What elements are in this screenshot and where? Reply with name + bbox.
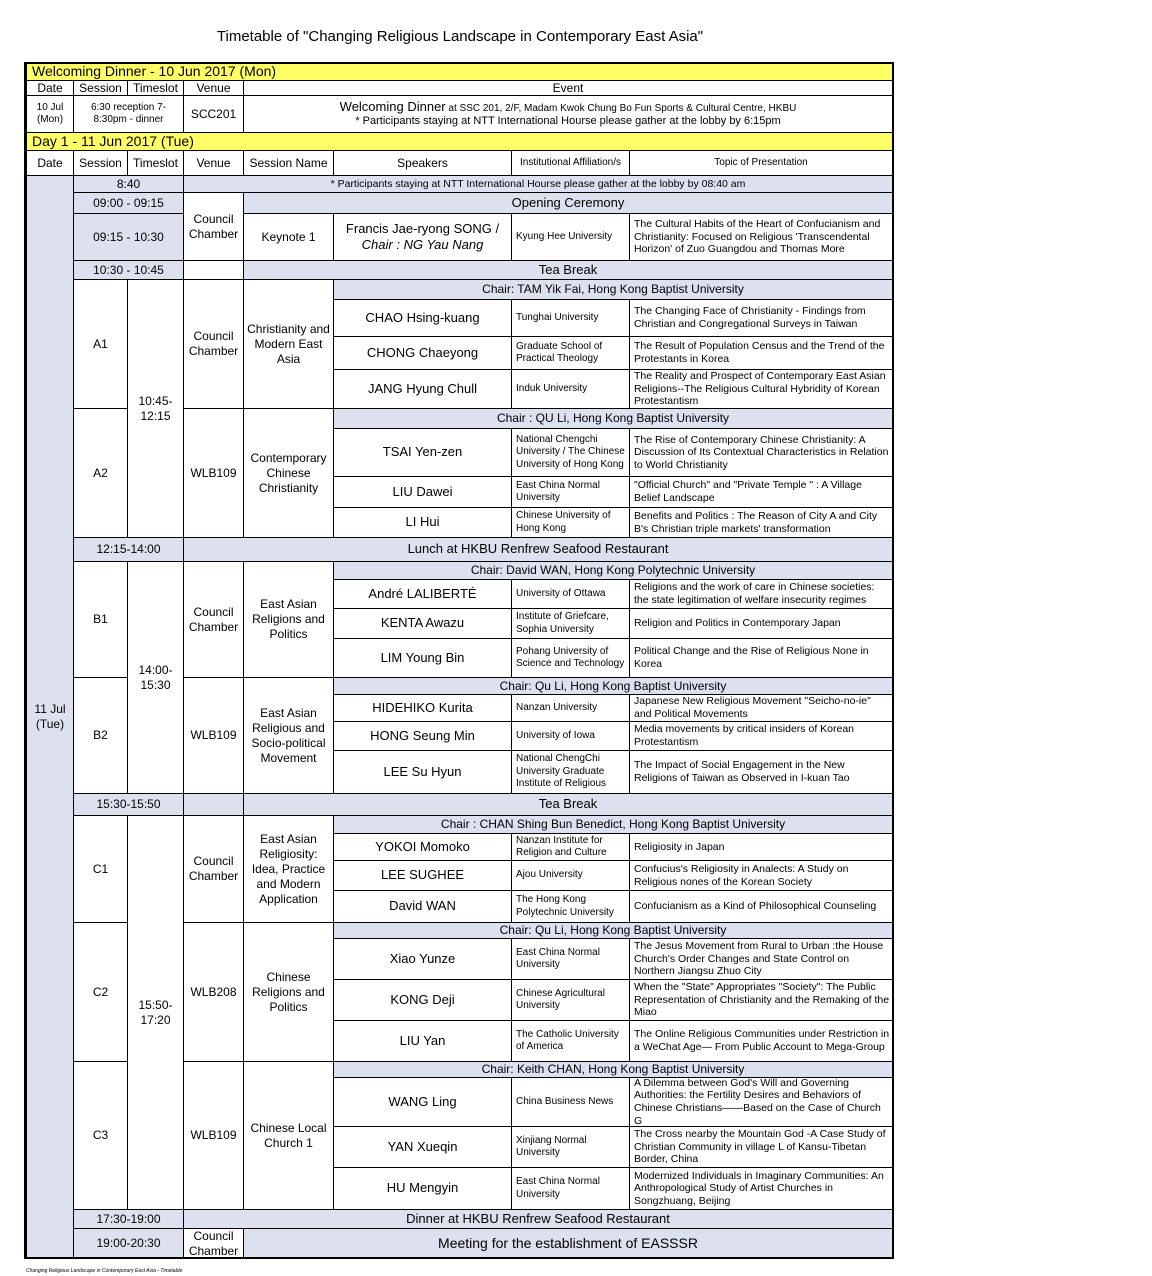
col-header-session: Session: [73, 150, 128, 176]
opening-ceremony: Opening Ceremony: [243, 192, 893, 214]
affiliation-c2-1: Chinese Agricultural University: [511, 979, 630, 1021]
meeting-time: 19:00-20:30: [73, 1228, 184, 1259]
col-header-session-name: Session Name: [243, 150, 334, 176]
lunch-time: 12:15-14:00: [73, 537, 184, 562]
topic-c3-0: A Dilemma between God's Will and Governing Authorities: the Fertility Desires and Behaviors of Chinese Christians——Based on the Case of Church G: [629, 1077, 893, 1127]
venue-b1: Council Chamber: [183, 561, 244, 678]
slot-b: 14:00- 15:30: [127, 561, 184, 794]
page-title: Timetable of "Changing Religious Landscape in Contemporary East Asia": [216, 28, 704, 45]
affiliation-a1-0: Tunghai University: [511, 299, 630, 337]
speaker-c2-0: Xiao Yunze: [333, 938, 512, 980]
affiliation-c3-1: Xinjiang Normal University: [511, 1126, 630, 1168]
keynote-chair: Chair : NG Yau Nang: [361, 237, 484, 252]
venue-a2: WLB109: [183, 408, 244, 538]
affiliation-b1-2: Pohang University of Science and Technology: [511, 638, 630, 678]
slot-c: 15:50- 17:20: [127, 815, 184, 1210]
affiliation-a2-2: Chinese University of Hong Kong: [511, 507, 630, 538]
meeting-venue: Council Chamber: [183, 1228, 244, 1259]
speaker-b1-0: André LALIBERTÉ: [333, 579, 512, 609]
topic-c1-2: Confucianism as a Kind of Philosophical Counseling: [629, 890, 893, 923]
speaker-b1-1: KENTA Awazu: [333, 608, 512, 639]
session-code-c3: C3: [73, 1061, 128, 1210]
keynote-name: Keynote 1: [243, 213, 334, 261]
session-name-c2: Chinese Religions and Politics: [243, 922, 334, 1062]
affiliation-c3-2: East China Normal University: [511, 1167, 630, 1210]
dinner-event-note: * Participants staying at NTT International Hourse please gather at the lobby by 6:15pm: [355, 115, 781, 128]
dinner-timeslot: 6:30 reception 7- 8:30pm - dinner: [73, 95, 184, 133]
topic-a2-0: The Rise of Contemporary Chinese Christianity: A Discussion of Its Contextual Characteristics in Relation to World Christianity: [629, 428, 893, 477]
affiliation-b2-0: Nanzan University: [511, 694, 630, 722]
affiliation-a1-2: Induk University: [511, 369, 630, 409]
col-header-session: Session: [73, 80, 128, 96]
col-header-speakers: Speakers: [333, 150, 512, 176]
day1-date: 11 Jul (Tue): [26, 175, 74, 1259]
dinner-venue: SCC201: [183, 95, 244, 133]
chair-c2: Chair: Qu Li, Hong Kong Baptist University: [333, 922, 893, 939]
affiliation-b2-1: University of Iowa: [511, 721, 630, 751]
chair-b1: Chair: David WAN, Hong Kong Polytechnic University: [333, 561, 893, 580]
venue-c2: WLB208: [183, 922, 244, 1062]
speaker-a2-0: TSAI Yen-zen: [333, 428, 512, 477]
affiliation-b2-2: National ChengChi University Graduate Institute of Religious: [511, 750, 630, 794]
dinner-event: [243, 95, 893, 133]
session-name-b2: East Asian Religious and Socio-political Movement: [243, 677, 334, 794]
col-header-venue: Venue: [183, 80, 244, 96]
col-header-affiliation: Institutional Affiliation/s: [511, 150, 630, 176]
session-name-c3: Chinese Local Church 1: [243, 1061, 334, 1210]
tea-break-2: Tea Break: [243, 793, 893, 816]
topic-a1-2: The Reality and Prospect of Contemporary East Asian Religions--The Religious Cultural Hybridity of Korean Protestantism: [629, 369, 893, 409]
affiliation-a2-0: National Chengchi University / The Chinese University of Hong Kong: [511, 428, 630, 477]
topic-c1-0: Religiosity in Japan: [629, 833, 893, 861]
topic-c2-2: The Online Religious Communities under Restriction in a WeChat Age— From Public Account to Mega-Group: [629, 1020, 893, 1062]
dinner: Dinner at HKBU Renfrew Seafood Restaurant: [183, 1209, 893, 1229]
gather-note: * Participants staying at NTT International Hourse please gather at the lobby by 08:40 am: [183, 175, 893, 193]
topic-c3-1: The Cross nearby the Mountain God -A Case Study of Christian Community in village L of Kansu-Tibetan Border, China: [629, 1126, 893, 1168]
topic-a1-0: The Changing Face of Christianity - Findings from Christian and Congregational Surveys in Taiwan: [629, 299, 893, 337]
chair-c1: Chair : CHAN Shing Bun Benedict, Hong Kong Baptist University: [333, 815, 893, 834]
topic-a2-2: Benefits and Politics : The Reason of City A and City B's Christian triple markets' transformation: [629, 507, 893, 538]
speaker-b2-1: HONG Seung Min: [333, 721, 512, 751]
topic-c3-2: Modernized Individuals in Imaginary Communities: An Anthropological Study of Artist Churches in Songzhuang, Beijing: [629, 1167, 893, 1210]
slot-a: 10:45- 12:15: [127, 279, 184, 538]
tea1-time: 10:30 - 10:45: [73, 260, 184, 280]
keynote-time: 09:15 - 10:30: [73, 213, 184, 261]
keynote-topic: The Cultural Habits of the Heart of Confucianism and Christianity: Focused on Religious 'Transcendental Horizon' of Zuo Guangdou and Thomas More: [629, 213, 893, 261]
affiliation-c1-2: The Hong Kong Polytechnic University: [511, 890, 630, 923]
venue-a1: Council Chamber: [183, 279, 244, 409]
col-header-date: Date: [26, 80, 74, 96]
session-code-a1: A1: [73, 279, 128, 409]
tea-break-1: Tea Break: [243, 260, 893, 280]
topic-a2-1: "Official Church" and "Private Temple " : A Village Belief Landscape: [629, 476, 893, 508]
speaker-a2-1: LIU Dawei: [333, 476, 512, 508]
speaker-c2-2: LIU Yan: [333, 1020, 512, 1062]
topic-b1-0: Religions and the work of care in Chinese societies: the state legitimation of welfare insecurity regimes: [629, 579, 893, 609]
topic-b2-1: Media movements by critical insiders of Korean Protestantism: [629, 721, 893, 751]
speaker-a1-0: CHAO Hsing-kuang: [333, 299, 512, 337]
keynote-speaker: [333, 213, 512, 261]
venue-c3: WLB109: [183, 1061, 244, 1210]
affiliation-c2-2: The Catholic University of America: [511, 1020, 630, 1062]
topic-c2-0: The Jesus Movement from Rural to Urban :the House Church's Order Changes and State Control on Northern Jiangsu Zhuo City: [629, 938, 893, 980]
session-code-c2: C2: [73, 922, 128, 1062]
dinner-date: 10 Jul (Mon): [26, 95, 74, 133]
speaker-c3-2: HU Mengyin: [333, 1167, 512, 1210]
affiliation-b1-0: University of Ottawa: [511, 579, 630, 609]
speaker-c1-1: LEE SUGHEE: [333, 860, 512, 891]
chair-a1: Chair: TAM Yik Fai, Hong Kong Baptist University: [333, 279, 893, 300]
venue-b2: WLB109: [183, 677, 244, 794]
dinner-event-title: Welcoming Dinner: [339, 98, 446, 114]
venue-c1: Council Chamber: [183, 815, 244, 923]
affiliation-c1-0: Nanzan Institute for Religion and Culture: [511, 833, 630, 861]
chair-c3: Chair: Keith CHAN, Hong Kong Baptist University: [333, 1061, 893, 1078]
tea2-time: 15:30-15:50: [73, 793, 184, 816]
col-header-venue: Venue: [183, 150, 244, 176]
dinner-event-detail: at SSC 201, 2/F, Madam Kwok Chung Bo Fun Sports & Cultural Centre, HKBU: [445, 102, 797, 114]
topic-b2-0: Japanese New Religious Movement "Seicho-no-ie" and Political Movements: [629, 694, 893, 722]
speaker-a1-1: CHONG Chaeyong: [333, 336, 512, 370]
speaker-a2-2: LI Hui: [333, 507, 512, 538]
affiliation-b1-1: Institute of Griefcare, Sophia University: [511, 608, 630, 639]
speaker-c1-2: David WAN: [333, 890, 512, 923]
session-code-a2: A2: [73, 408, 128, 538]
col-header-date: Date: [26, 150, 74, 176]
day1-section-header: Day 1 - 11 Jun 2017 (Tue): [26, 132, 893, 151]
affiliation-a2-1: East China Normal University: [511, 476, 630, 508]
col-header-timeslot: Timeslot: [127, 150, 184, 176]
opening-time: 09:00 - 09:15: [73, 192, 184, 214]
keynote-affiliation: Kyung Hee University: [511, 213, 630, 261]
col-header-timeslot: Timeslot: [127, 80, 184, 96]
footer-note: Changing Religious Landscape in Contemporary East Asia - Timetable: [26, 1268, 183, 1274]
tea2-venue-blank: [183, 793, 244, 816]
gather-time: 8:40: [73, 175, 184, 193]
topic-b2-2: The Impact of Social Engagement in the New Religions of Taiwan as Observed in I-kuan Tao: [629, 750, 893, 794]
speaker-a1-2: JANG Hyung Chull: [333, 369, 512, 409]
keynote-speaker-name: Francis Jae-ryong SONG /: [345, 220, 500, 236]
session-name-c1: East Asian Religiosity: Idea, Practice and Modern Application: [243, 815, 334, 923]
topic-c1-1: Confucius's Religiosity in Analects: A Study on Religious nones of the Korean Society: [629, 860, 893, 891]
speaker-b2-0: HIDEHIKO Kurita: [333, 694, 512, 722]
speaker-b1-2: LIM Young Bin: [333, 638, 512, 678]
session-code-b1: B1: [73, 561, 128, 678]
speaker-c2-1: KONG Deji: [333, 979, 512, 1021]
affiliation-c2-0: East China Normal University: [511, 938, 630, 980]
topic-b1-1: Religion and Politics in Contemporary Japan: [629, 608, 893, 639]
affiliation-c3-0: China Business News: [511, 1077, 630, 1127]
session-code-b2: B2: [73, 677, 128, 794]
session-name-a2: Contemporary Chinese Christianity: [243, 408, 334, 538]
affiliation-c1-1: Ajou University: [511, 860, 630, 891]
col-header-topic: Topic of Presentation: [629, 150, 893, 176]
speaker-b2-2: LEE Su Hyun: [333, 750, 512, 794]
topic-a1-1: The Result of Population Census and the Trend of the Protestants in Korea: [629, 336, 893, 370]
topic-b1-2: Political Change and the Rise of Religious None in Korea: [629, 638, 893, 678]
topic-c2-1: When the "State" Appropriates "Society": The Public Representation of Christianity and the Remaking of the Miao: [629, 979, 893, 1021]
session-code-c1: C1: [73, 815, 128, 923]
speaker-c1-0: YOKOI Momoko: [333, 833, 512, 861]
speaker-c3-0: WANG Ling: [333, 1077, 512, 1127]
chair-b2: Chair: Qu Li, Hong Kong Baptist University: [333, 677, 893, 695]
session-name-a1: Christianity and Modern East Asia: [243, 279, 334, 409]
lunch: Lunch at HKBU Renfrew Seafood Restaurant: [183, 537, 893, 562]
dinner-time: 17:30-19:00: [73, 1209, 184, 1229]
speaker-c3-1: YAN Xueqin: [333, 1126, 512, 1168]
dinner-section-header: Welcoming Dinner - 10 Jun 2017 (Mon): [26, 63, 893, 81]
chair-a2: Chair : QU Li, Hong Kong Baptist University: [333, 408, 893, 429]
affiliation-a1-1: Graduate School of Practical Theology: [511, 336, 630, 370]
keynote-venue: Council Chamber: [183, 192, 244, 261]
col-header-event: Event: [243, 80, 893, 96]
session-name-b1: East Asian Religions and Politics: [243, 561, 334, 678]
meeting: Meeting for the establishment of EASSSR: [243, 1228, 893, 1259]
